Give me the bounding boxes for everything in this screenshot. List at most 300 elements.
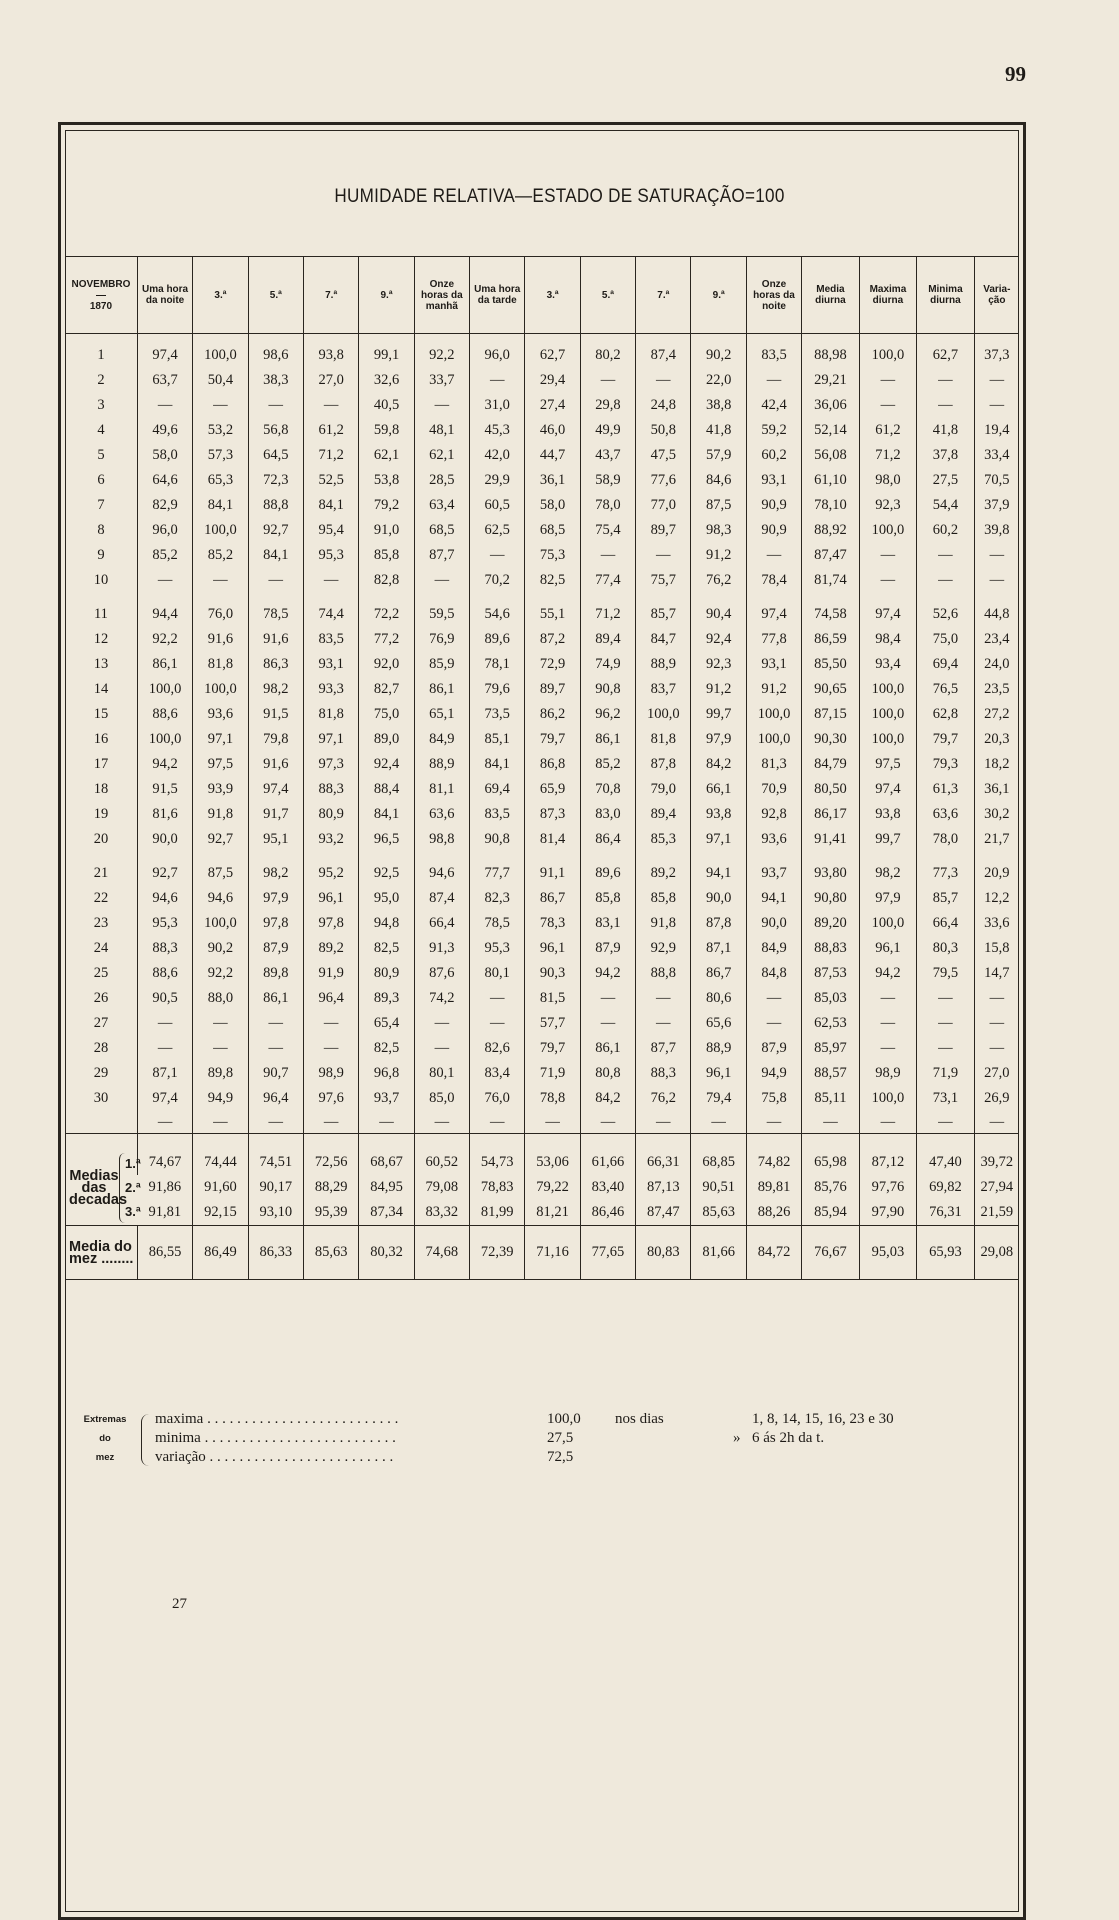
table-cell: 85,8 bbox=[359, 543, 414, 568]
table-cell: 86,3 bbox=[248, 652, 303, 677]
table-cell: 83,32 bbox=[414, 1200, 469, 1226]
table-cell: 62,1 bbox=[414, 443, 469, 468]
spacer-row bbox=[65, 1265, 1019, 1280]
table-cell: 80,2 bbox=[580, 334, 635, 369]
table-cell: 100,0 bbox=[859, 911, 916, 936]
table-cell: 24,8 bbox=[636, 393, 691, 418]
table-cell: 40,5 bbox=[359, 393, 414, 418]
table-cell: 65,6 bbox=[691, 1011, 746, 1036]
table-cell: 76,31 bbox=[917, 1200, 974, 1226]
table-cell: 93,2 bbox=[303, 827, 358, 852]
table-cell: 90,65 bbox=[802, 677, 859, 702]
table-cell: 78,4 bbox=[746, 568, 801, 593]
table-cell: 88,3 bbox=[137, 936, 192, 961]
table-cell: 97,76 bbox=[859, 1175, 916, 1200]
spacer-cell bbox=[303, 852, 358, 861]
table-cell: 97,9 bbox=[248, 886, 303, 911]
spacer-cell bbox=[746, 852, 801, 861]
dash-cell: — bbox=[746, 1111, 801, 1134]
table-cell: 95,1 bbox=[248, 827, 303, 852]
table-cell: — bbox=[859, 1036, 916, 1061]
table-cell: — bbox=[636, 1011, 691, 1036]
table-row bbox=[65, 334, 1019, 369]
spacer-cell bbox=[359, 852, 414, 861]
table-cell: 76,5 bbox=[917, 677, 974, 702]
table-cell: 83,7 bbox=[636, 677, 691, 702]
table-cell: — bbox=[580, 986, 635, 1011]
table-cell: 70,8 bbox=[580, 777, 635, 802]
table-cell: 80,50 bbox=[802, 777, 859, 802]
day-number: 12 bbox=[93, 631, 109, 647]
table-cell: 97,3 bbox=[303, 752, 358, 777]
table-cell: 95,3 bbox=[470, 936, 525, 961]
table-cell: — bbox=[470, 1011, 525, 1036]
table-row bbox=[65, 961, 1019, 986]
table-cell: 64,6 bbox=[137, 468, 192, 493]
table-cell: 91,6 bbox=[193, 627, 248, 652]
day-number: 23 bbox=[93, 915, 109, 931]
table-cell: 91,9 bbox=[303, 961, 358, 986]
table-cell: 91,5 bbox=[248, 702, 303, 727]
table-cell: 86,8 bbox=[525, 752, 580, 777]
table-cell: 92,4 bbox=[691, 627, 746, 652]
table-cell: 84,79 bbox=[802, 752, 859, 777]
table-cell: 85,0 bbox=[414, 1086, 469, 1111]
table-cell: 85,2 bbox=[137, 543, 192, 568]
table-cell: 87,1 bbox=[137, 1061, 192, 1086]
table-cell: 90,3 bbox=[525, 961, 580, 986]
table-cell: 71,9 bbox=[525, 1061, 580, 1086]
table-cell: 97,1 bbox=[303, 727, 358, 752]
table-cell: 97,4 bbox=[859, 777, 916, 802]
column-header: Varia-ção bbox=[974, 257, 1019, 334]
table-cell: 65,93 bbox=[917, 1240, 974, 1265]
table-cell: 100,0 bbox=[859, 702, 916, 727]
table-row bbox=[65, 1011, 1019, 1036]
spacer-cell bbox=[859, 1134, 916, 1151]
table-cell: — bbox=[193, 1011, 248, 1036]
day-number: 28 bbox=[93, 1040, 109, 1056]
table-cell: 86,7 bbox=[691, 961, 746, 986]
table-cell: 78,5 bbox=[248, 602, 303, 627]
table-cell: 95,2 bbox=[303, 861, 358, 886]
table-cell: 88,3 bbox=[636, 1061, 691, 1086]
table-cell: 98,2 bbox=[248, 677, 303, 702]
table-cell: — bbox=[746, 1011, 801, 1036]
table-cell: — bbox=[917, 368, 974, 393]
table-cell: — bbox=[193, 1036, 248, 1061]
table-cell: 84,1 bbox=[470, 752, 525, 777]
table-cell: 27,5 bbox=[917, 468, 974, 493]
table-cell: 98,3 bbox=[691, 518, 746, 543]
spacer-cell bbox=[859, 852, 916, 861]
table-row bbox=[65, 1086, 1019, 1111]
table-cell: 79,7 bbox=[525, 727, 580, 752]
table-cell: 88,4 bbox=[359, 777, 414, 802]
table-cell: 85,9 bbox=[414, 652, 469, 677]
table-cell: 100,0 bbox=[193, 677, 248, 702]
table-cell: 90,4 bbox=[691, 602, 746, 627]
table-cell: 94,9 bbox=[746, 1061, 801, 1086]
table-cell: 94,1 bbox=[746, 886, 801, 911]
table-cell: 92,3 bbox=[859, 493, 916, 518]
table-cell: 89,4 bbox=[580, 627, 635, 652]
table-cell: 91,41 bbox=[802, 827, 859, 852]
table-cell: 87,7 bbox=[636, 1036, 691, 1061]
table-cell: 83,4 bbox=[470, 1061, 525, 1086]
table-cell: 78,8 bbox=[525, 1086, 580, 1111]
table-row bbox=[65, 886, 1019, 911]
spacer-cell bbox=[525, 1226, 580, 1241]
table-cell: 44,7 bbox=[525, 443, 580, 468]
spacer-cell bbox=[248, 852, 303, 861]
table-cell: 82,5 bbox=[359, 1036, 414, 1061]
extreme-value: 27,5 bbox=[547, 1430, 574, 1446]
day-number: 29 bbox=[93, 1065, 109, 1081]
table-cell: 75,8 bbox=[746, 1086, 801, 1111]
spacer-cell bbox=[974, 1134, 1019, 1151]
table-cell: 83,5 bbox=[303, 627, 358, 652]
table-cell: 69,4 bbox=[917, 652, 974, 677]
table-cell: — bbox=[746, 368, 801, 393]
table-cell: 54,6 bbox=[470, 602, 525, 627]
table-cell: 92,7 bbox=[137, 861, 192, 886]
table-cell: 94,6 bbox=[137, 886, 192, 911]
spacer-cell bbox=[359, 1226, 414, 1241]
table-cell: 78,0 bbox=[917, 827, 974, 852]
spacer-cell bbox=[137, 1134, 192, 1151]
table-cell: 86,1 bbox=[137, 652, 192, 677]
spacer-cell bbox=[414, 1226, 469, 1241]
table-cell: 88,29 bbox=[303, 1175, 358, 1200]
spacer-cell bbox=[65, 852, 137, 861]
extreme-row bbox=[155, 1448, 955, 1467]
spacer-cell bbox=[802, 852, 859, 861]
spacer-cell bbox=[137, 1265, 192, 1280]
table-cell: 96,1 bbox=[859, 936, 916, 961]
table-row bbox=[65, 827, 1019, 852]
extreme-value: 72,5 bbox=[547, 1449, 574, 1465]
day-number: 27 bbox=[93, 1015, 109, 1031]
table-cell: 78,0 bbox=[580, 493, 635, 518]
spacer-cell bbox=[470, 1265, 525, 1280]
table-cell: 38,8 bbox=[691, 393, 746, 418]
table-cell: — bbox=[974, 1036, 1019, 1061]
spacer-cell bbox=[414, 1134, 469, 1151]
table-cell: 100,0 bbox=[859, 334, 916, 369]
table-cell: 84,1 bbox=[248, 543, 303, 568]
table-cell: 97,5 bbox=[859, 752, 916, 777]
table-cell: 81,1 bbox=[414, 777, 469, 802]
table-cell: 89,2 bbox=[636, 861, 691, 886]
spacer-cell bbox=[580, 1226, 635, 1241]
table-cell: 65,4 bbox=[359, 1011, 414, 1036]
table-cell: 92,4 bbox=[359, 752, 414, 777]
table-cell: 80,3 bbox=[917, 936, 974, 961]
table-cell: 84,1 bbox=[359, 802, 414, 827]
day-number: 16 bbox=[93, 731, 109, 747]
day-number: 18 bbox=[93, 781, 109, 797]
spacer-cell bbox=[746, 1226, 801, 1241]
table-cell: 86,2 bbox=[525, 702, 580, 727]
table-cell: 39,8 bbox=[974, 518, 1019, 543]
day-number: 9 bbox=[97, 547, 105, 563]
table-cell: 88,9 bbox=[691, 1036, 746, 1061]
table-cell: 29,08 bbox=[974, 1240, 1019, 1265]
table-cell: 37,9 bbox=[974, 493, 1019, 518]
table-cell: 89,0 bbox=[359, 727, 414, 752]
table-cell: 30,2 bbox=[974, 802, 1019, 827]
table-cell: 96,4 bbox=[248, 1086, 303, 1111]
day-number: 19 bbox=[93, 806, 109, 822]
table-cell: 92,0 bbox=[359, 652, 414, 677]
spacer-cell bbox=[859, 1226, 916, 1241]
table-cell: 38,3 bbox=[248, 368, 303, 393]
spacer-cell bbox=[746, 1265, 801, 1280]
column-header: Maxima diurna bbox=[859, 257, 916, 334]
table-cell: 68,5 bbox=[414, 518, 469, 543]
table-cell: 61,66 bbox=[580, 1150, 635, 1175]
month-header: NOVEMBRO — 1870 bbox=[65, 257, 137, 334]
table-cell: 93,7 bbox=[359, 1086, 414, 1111]
day-number: 26 bbox=[93, 990, 109, 1006]
table-cell: — bbox=[248, 1011, 303, 1036]
table-cell: 12,2 bbox=[974, 886, 1019, 911]
day-number: 20 bbox=[93, 831, 109, 847]
spacer-cell bbox=[974, 852, 1019, 861]
spacer-cell bbox=[691, 593, 746, 602]
table-cell: 69,4 bbox=[470, 777, 525, 802]
table-cell: 98,2 bbox=[859, 861, 916, 886]
spacer-cell bbox=[414, 852, 469, 861]
table-cell: 100,0 bbox=[193, 334, 248, 369]
spacer-cell bbox=[525, 1134, 580, 1151]
table-cell: 91,5 bbox=[137, 777, 192, 802]
table-cell: 87,12 bbox=[859, 1150, 916, 1175]
spacer-cell bbox=[580, 593, 635, 602]
table-cell: 75,3 bbox=[525, 543, 580, 568]
table-row bbox=[65, 393, 1019, 418]
table-cell: 89,6 bbox=[470, 627, 525, 652]
spacer-cell bbox=[636, 852, 691, 861]
spacer-cell bbox=[859, 1265, 916, 1280]
table-cell: 98,6 bbox=[248, 334, 303, 369]
table-row bbox=[65, 1061, 1019, 1086]
day-number: 30 bbox=[93, 1090, 109, 1106]
table-cell: 20,9 bbox=[974, 861, 1019, 886]
day-number: 2 bbox=[97, 372, 105, 388]
table-cell: 100,0 bbox=[859, 677, 916, 702]
table-cell: 36,1 bbox=[525, 468, 580, 493]
table-row bbox=[65, 652, 1019, 677]
table-cell: 53,8 bbox=[359, 468, 414, 493]
table-cell: — bbox=[248, 1036, 303, 1061]
spacer-cell bbox=[65, 1226, 137, 1241]
table-cell: — bbox=[137, 393, 192, 418]
table-cell: 27,94 bbox=[974, 1175, 1019, 1200]
table-cell: 93,6 bbox=[193, 702, 248, 727]
table-cell: 65,3 bbox=[193, 468, 248, 493]
table-cell: 91,2 bbox=[691, 677, 746, 702]
table-cell: 93,8 bbox=[691, 802, 746, 827]
table-cell: 90,9 bbox=[746, 493, 801, 518]
table-cell: 65,98 bbox=[802, 1150, 859, 1175]
table-cell: 85,50 bbox=[802, 652, 859, 677]
table-cell: 76,2 bbox=[636, 1086, 691, 1111]
table-cell: 89,8 bbox=[193, 1061, 248, 1086]
day-number: 15 bbox=[93, 706, 109, 722]
table-cell: 90,5 bbox=[137, 986, 192, 1011]
day-number: 14 bbox=[93, 681, 109, 697]
spacer-cell bbox=[691, 1134, 746, 1151]
spacer-cell bbox=[636, 1134, 691, 1151]
table-cell: 87,53 bbox=[802, 961, 859, 986]
column-header: Minima diurna bbox=[917, 257, 974, 334]
spacer-cell bbox=[525, 852, 580, 861]
table-cell: 72,3 bbox=[248, 468, 303, 493]
table-cell: 37,8 bbox=[917, 443, 974, 468]
spacer-cell bbox=[193, 1265, 248, 1280]
table-cell: — bbox=[303, 1011, 358, 1036]
column-header: Onze horas da noite bbox=[746, 257, 801, 334]
table-cell: 77,6 bbox=[636, 468, 691, 493]
table-cell: 91,8 bbox=[193, 802, 248, 827]
table-cell: 89,2 bbox=[303, 936, 358, 961]
table-cell: 39,72 bbox=[974, 1150, 1019, 1175]
table-cell: 80,9 bbox=[303, 802, 358, 827]
table-cell: 72,2 bbox=[359, 602, 414, 627]
table-cell: 81,8 bbox=[193, 652, 248, 677]
table-cell: 92,2 bbox=[193, 961, 248, 986]
day-number: 3 bbox=[97, 397, 105, 413]
table-cell: 76,9 bbox=[414, 627, 469, 652]
table-cell: 94,6 bbox=[414, 861, 469, 886]
table-cell: 100,0 bbox=[636, 702, 691, 727]
table-cell: 90,8 bbox=[470, 827, 525, 852]
column-header: 7.ª bbox=[636, 257, 691, 334]
spacer-cell bbox=[303, 1134, 358, 1151]
decade-number: 1.ª bbox=[125, 1155, 141, 1171]
table-cell: 93,4 bbox=[859, 652, 916, 677]
table-cell: 53,06 bbox=[525, 1150, 580, 1175]
table-cell: — bbox=[859, 568, 916, 593]
table-cell: — bbox=[137, 1036, 192, 1061]
table-row bbox=[65, 468, 1019, 493]
table-cell: 71,2 bbox=[580, 602, 635, 627]
decade-mean-row bbox=[65, 1200, 1019, 1226]
spacer-row bbox=[65, 852, 1019, 861]
table-cell: — bbox=[974, 543, 1019, 568]
table-cell: 88,57 bbox=[802, 1061, 859, 1086]
table-cell: 62,7 bbox=[917, 334, 974, 369]
table-cell: 90,9 bbox=[746, 518, 801, 543]
table-row bbox=[65, 518, 1019, 543]
table-cell: 100,0 bbox=[746, 702, 801, 727]
table-cell: 85,03 bbox=[802, 986, 859, 1011]
column-header: 5.ª bbox=[248, 257, 303, 334]
decade-mean-row bbox=[65, 1175, 1019, 1200]
table-cell: 86,1 bbox=[248, 986, 303, 1011]
table-cell: 79,08 bbox=[414, 1175, 469, 1200]
table-cell: 79,22 bbox=[525, 1175, 580, 1200]
spacer-cell bbox=[303, 593, 358, 602]
table-cell: 99,7 bbox=[691, 702, 746, 727]
day-number: 13 bbox=[93, 656, 109, 672]
spacer-cell bbox=[137, 593, 192, 602]
table-cell: — bbox=[303, 568, 358, 593]
table-cell: — bbox=[137, 568, 192, 593]
table-cell: 84,2 bbox=[691, 752, 746, 777]
table-cell: 93,3 bbox=[303, 677, 358, 702]
table-cell: 91,6 bbox=[248, 752, 303, 777]
dash-row bbox=[65, 1111, 1019, 1134]
table-cell: 82,3 bbox=[470, 886, 525, 911]
table-cell: 87,9 bbox=[746, 1036, 801, 1061]
table-cell: — bbox=[746, 543, 801, 568]
spacer-cell bbox=[65, 593, 137, 602]
table-cell: 94,8 bbox=[359, 911, 414, 936]
spacer-cell bbox=[193, 1134, 248, 1151]
table-cell: 87,9 bbox=[580, 936, 635, 961]
table-row bbox=[65, 677, 1019, 702]
table-cell: 89,7 bbox=[636, 518, 691, 543]
table-cell: 74,82 bbox=[746, 1150, 801, 1175]
spacer-cell bbox=[303, 1265, 358, 1280]
spacer-cell bbox=[746, 1134, 801, 1151]
table-cell: 85,7 bbox=[636, 602, 691, 627]
day-number: 7 bbox=[97, 497, 105, 513]
table-cell: 53,2 bbox=[193, 418, 248, 443]
table-cell: 56,08 bbox=[802, 443, 859, 468]
table-cell: 46,0 bbox=[525, 418, 580, 443]
table-row bbox=[65, 443, 1019, 468]
dash-cell: — bbox=[470, 1111, 525, 1134]
table-cell: 88,6 bbox=[137, 702, 192, 727]
table-cell: 74,58 bbox=[802, 602, 859, 627]
table-cell: 85,3 bbox=[636, 827, 691, 852]
table-cell: 100,0 bbox=[746, 727, 801, 752]
table-cell: 97,9 bbox=[859, 886, 916, 911]
table-cell: 74,9 bbox=[580, 652, 635, 677]
table-cell: 96,1 bbox=[525, 936, 580, 961]
table-cell: 97,8 bbox=[248, 911, 303, 936]
extreme-name: maxima . . . . . . . . . . . . . . . . . . . . . . . . . . bbox=[155, 1411, 399, 1427]
table-cell: 86,46 bbox=[580, 1200, 635, 1226]
table-cell: 91,86 bbox=[148, 1179, 182, 1195]
table-cell: — bbox=[137, 1011, 192, 1036]
table-cell: 23,5 bbox=[974, 677, 1019, 702]
table-cell: 75,7 bbox=[636, 568, 691, 593]
table-row bbox=[65, 1036, 1019, 1061]
table-cell: 60,52 bbox=[414, 1150, 469, 1175]
table-cell: 100,0 bbox=[859, 1086, 916, 1111]
spacer-cell bbox=[636, 1226, 691, 1241]
table-cell: 81,5 bbox=[525, 986, 580, 1011]
table-cell: 96,4 bbox=[303, 986, 358, 1011]
table-cell: 74,44 bbox=[193, 1150, 248, 1175]
table-cell: 81,6 bbox=[137, 802, 192, 827]
table-cell: 77,65 bbox=[580, 1240, 635, 1265]
table-cell: 77,2 bbox=[359, 627, 414, 652]
table-cell: 33,4 bbox=[974, 443, 1019, 468]
table-cell: 87,5 bbox=[691, 493, 746, 518]
page-title: HUMIDADE RELATIVA—ESTADO DE SATURAÇÃO=100 bbox=[334, 186, 785, 207]
table-cell: 76,67 bbox=[802, 1240, 859, 1265]
table-cell: 33,6 bbox=[974, 911, 1019, 936]
table-cell: 47,40 bbox=[917, 1150, 974, 1175]
table-cell: 85,94 bbox=[802, 1200, 859, 1226]
table-cell: 89,6 bbox=[580, 861, 635, 886]
